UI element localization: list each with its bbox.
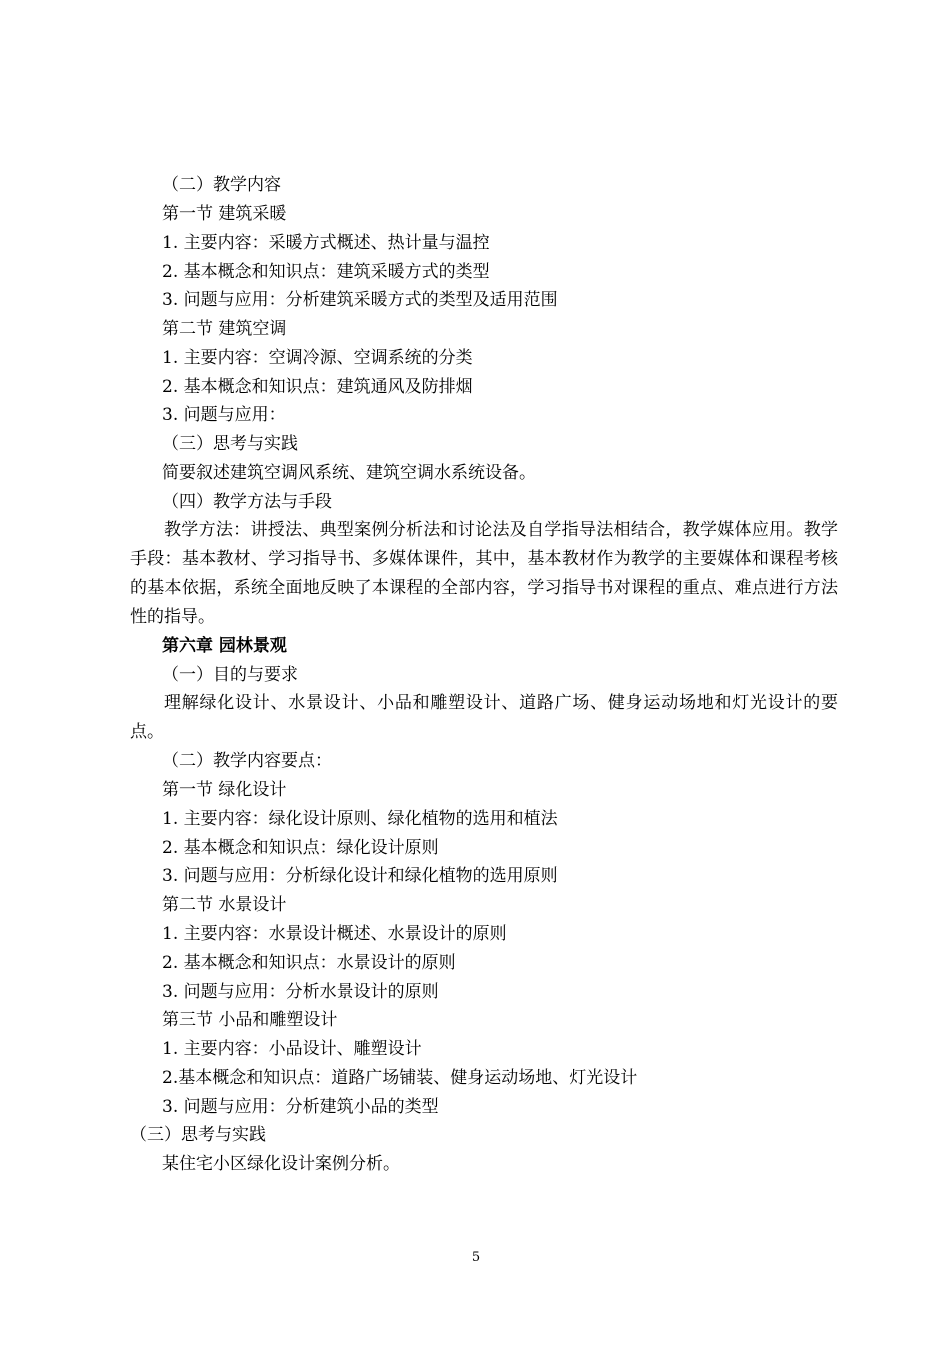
section-2-item-2: 2. 基本概念和知识点：建筑通风及防排烟 xyxy=(162,377,473,397)
section-sculpture-title: 第三节 小品和雕塑设计 xyxy=(162,1010,338,1030)
section-1-item-3: 3. 问题与应用：分析建筑采暖方式的类型及适用范围 xyxy=(162,290,558,310)
heading-teaching-content: （二）教学内容 xyxy=(162,175,281,195)
section-1-item-1: 1. 主要内容：采暖方式概述、热计量与温控 xyxy=(162,233,490,253)
section-2-item-3: 3. 问题与应用： xyxy=(162,405,286,425)
section-waterscape-item-3: 3. 问题与应用：分析水景设计的原则 xyxy=(162,982,439,1002)
page-number: 5 xyxy=(471,1250,481,1265)
section-waterscape-item-2: 2. 基本概念和知识点：水景设计的原则 xyxy=(162,953,456,973)
teaching-methods-paragraph: 教学方法：讲授法、典型案例分析法和讨论法及自学指导法相结合，教学媒体应用。教学手段：基本教材、学习指导书、多媒体课件，其中，基本教材作为教学的主要媒体和课程考核的基本依据，系统全面地反映了本课程的全部内容，学习指导书对课程的重点、难点进行方法性的指导。 xyxy=(130,520,838,627)
chapter-6-goal-paragraph: 理解绿化设计、水景设计、小品和雕塑设计、道路广场、健身运动场地和灯光设计的要点。 xyxy=(130,693,838,742)
section-greening-item-2: 2. 基本概念和知识点：绿化设计原则 xyxy=(162,838,439,858)
section-2-title: 第二节 建筑空调 xyxy=(162,319,287,339)
section-1-item-2: 2. 基本概念和知识点：建筑采暖方式的类型 xyxy=(162,262,490,282)
section-waterscape-item-1: 1. 主要内容：水景设计概述、水景设计的原则 xyxy=(162,924,507,944)
chapter-6-thinking-heading: （三）思考与实践 xyxy=(130,1125,266,1145)
section-sculpture-item-2: 2.基本概念和知识点：道路广场铺装、健身运动场地、灯光设计 xyxy=(162,1068,638,1088)
section-greening-item-3: 3. 问题与应用：分析绿化设计和绿化植物的选用原则 xyxy=(162,866,558,886)
section-greening-item-1: 1. 主要内容：绿化设计原则、绿化植物的选用和植法 xyxy=(162,809,558,829)
chapter-6-thinking-text: 某住宅小区绿化设计案例分析。 xyxy=(162,1154,400,1174)
section-greening-title: 第一节 绿化设计 xyxy=(162,780,287,800)
section-2-item-1: 1. 主要内容：空调冷源、空调系统的分类 xyxy=(162,348,473,368)
section-sculpture-item-3: 3. 问题与应用：分析建筑小品的类型 xyxy=(162,1097,439,1117)
chapter-6-goal-heading: （一）目的与要求 xyxy=(162,665,298,685)
heading-teaching-methods: （四）教学方法与手段 xyxy=(162,492,332,512)
thinking-practice-text: 简要叙述建筑空调风系统、建筑空调水系统设备。 xyxy=(162,463,536,483)
chapter-6-title: 第六章 园林景观 xyxy=(162,636,287,656)
section-1-title: 第一节 建筑采暖 xyxy=(162,204,287,224)
heading-thinking-practice: （三）思考与实践 xyxy=(162,434,298,454)
section-sculpture-item-1: 1. 主要内容：小品设计、雕塑设计 xyxy=(162,1039,422,1059)
section-waterscape-title: 第二节 水景设计 xyxy=(162,895,287,915)
heading-teaching-content-points: （二）教学内容要点： xyxy=(162,751,332,771)
